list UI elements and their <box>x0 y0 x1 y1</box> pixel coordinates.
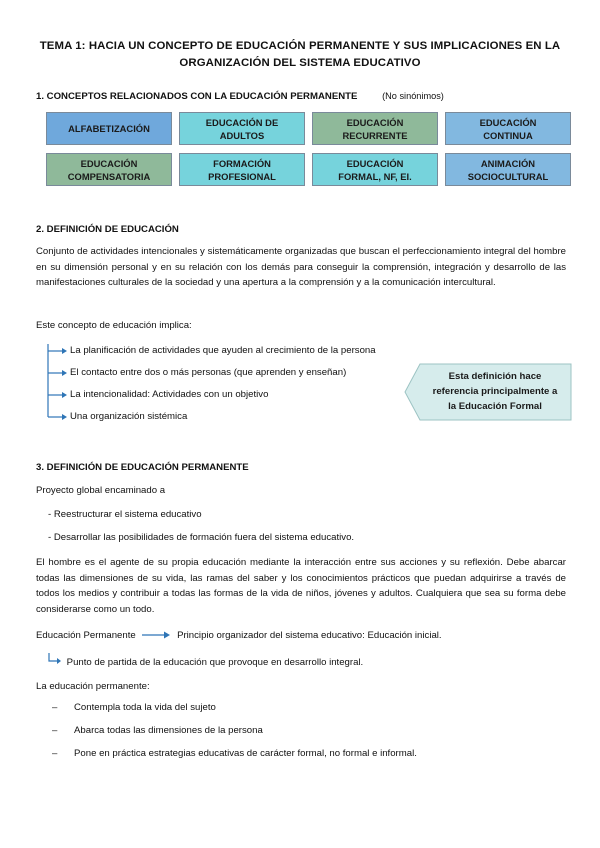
definition-callout <box>404 363 572 421</box>
concept-cell: EDUCACIÓN RECURRENTE <box>312 112 438 145</box>
list-item: – Contempla toda la vida del sujeto <box>52 702 216 713</box>
list-item: El contacto entre dos o más personas (que aprenden y enseñan) <box>70 367 347 378</box>
concept-cell: EDUCACIÓN CONTINUA <box>445 112 571 145</box>
page-title <box>20 38 580 72</box>
implications-list <box>40 340 410 430</box>
dash-item: - Reestructurar el sistema educativo <box>48 509 202 520</box>
concept-cell: ANIMACIÓN SOCIOCULTURAL <box>445 153 571 186</box>
concepts-grid <box>46 112 571 190</box>
flow-sub-row <box>46 652 363 668</box>
dash-item: - Desarrollar las posibilidades de formación fuera del sistema educativo. <box>48 532 355 543</box>
permanent-list-intro: La educación permanente: <box>36 681 150 692</box>
concept-cell: EDUCACIÓN COMPENSATORIA <box>46 153 172 186</box>
section-1-heading-text: 1. CONCEPTOS RELACIONADOS CON LA EDUCACIÓN PERMANENTE <box>36 91 358 102</box>
section-1-note: (No sinónimos) <box>382 91 444 101</box>
flow-sub: Punto de partida de la educación que provoque en desarrollo integral. <box>66 657 364 668</box>
section-2-intro: Este concepto de educación implica: <box>36 320 192 331</box>
list-item: La planificación de actividades que ayuden al crecimiento de la persona <box>70 345 376 356</box>
callout-text: Esta definición hace referencia principalmente a la Educación Formal <box>432 371 558 412</box>
title-line-2: ORGANIZACIÓN DEL SISTEMA EDUCATIVO <box>179 57 421 69</box>
concept-cell: EDUCACIÓN DE ADULTOS <box>179 112 305 145</box>
concept-cell: EDUCACIÓN FORMAL, NF, EI. <box>312 153 438 186</box>
flow-row <box>36 630 442 641</box>
section-3-intro: Proyecto global encaminado a <box>36 485 166 496</box>
section-3-heading: 3. DEFINICIÓN DE EDUCACIÓN PERMANENTE <box>36 462 249 473</box>
section-2-heading: 2. DEFINICIÓN DE EDUCACIÓN <box>36 224 179 235</box>
list-item: La intencionalidad: Actividades con un objetivo <box>70 389 269 400</box>
flow-right: Principio organizador del sistema educativo: Educación inicial. <box>177 630 442 641</box>
right-arrow-icon <box>140 630 172 640</box>
concept-cell: FORMACIÓN PROFESIONAL <box>179 153 305 186</box>
list-item: Una organización sistémica <box>70 411 188 422</box>
list-item: – Abarca todas las dimensiones de la persona <box>52 725 263 736</box>
title-line-1: TEMA 1: HACIA UN CONCEPTO DE EDUCACIÓN PERMANENTE Y SUS IMPLICACIONES EN LA <box>39 40 561 52</box>
section-3-paragraph: El hombre es el agente de su propia educación mediante la interacción entre sus acciones y su reflexión. Debe abarcar todas las dimensiones de su vida, las ramas del saber y los conocimientos prácticos que puedan adquirirse a través de todos los medios y contribuir a todas las formas de la vida de niños, jóvenes y adultos. Cualquiera que sea su forma debe considerarse como un todo. <box>36 557 566 615</box>
section-2-paragraph: Conjunto de actividades intencionales y sistemáticamente organizadas que buscan el perfeccionamiento integral del hombre en su dimensión personal y en su relación con los demás para conseguir la comprensión, integración y desarrollo de las manifestaciones culturales de la sociedad y una apertura a la comprensión y a la comunicación intercultural. <box>36 246 566 288</box>
elbow-arrow-icon <box>46 652 62 668</box>
flow-left: Educación Permanente <box>36 630 136 641</box>
list-item: – Pone en práctica estrategias educativas de carácter formal, no formal e informal. <box>52 748 417 759</box>
concept-cell: ALFABETIZACIÓN <box>46 112 172 145</box>
section-1-heading <box>36 91 444 102</box>
